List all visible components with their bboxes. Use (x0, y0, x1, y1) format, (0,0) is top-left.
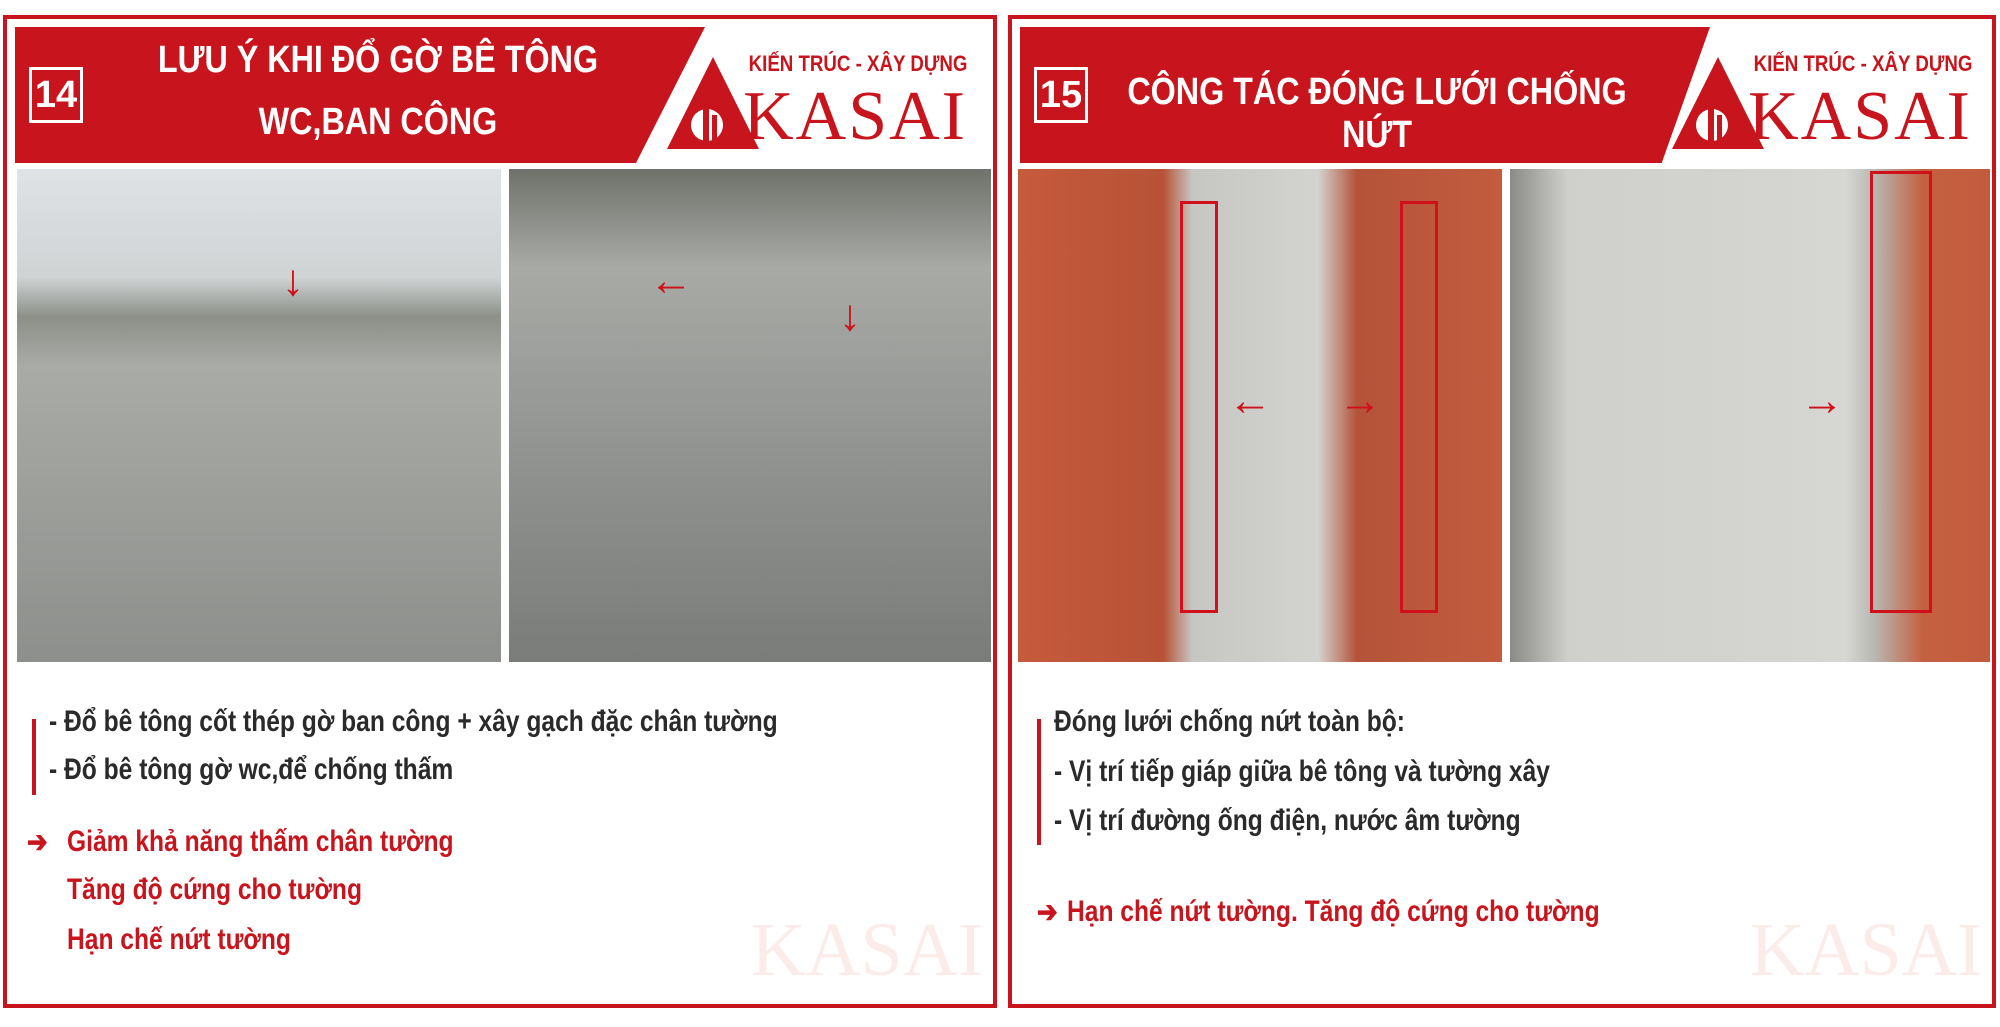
result-2: Tăng độ cứng cho tường (67, 873, 362, 906)
arrow-right-icon: → (1800, 376, 1844, 425)
result-1: Giảm khả năng thấm chân tường (67, 825, 454, 858)
bullet-2: - Vị trí đường ống điện, nước âm tường (1054, 804, 1521, 837)
bullet-1: - Đổ bê tông cốt thép gờ ban công + xây gạch đặc chân tường (49, 705, 778, 738)
kasai-logo (667, 37, 967, 157)
arrow-icon: ➔ (1037, 896, 1058, 929)
bullet-heading: Đóng lưới chống nứt toàn bộ: (1054, 705, 1405, 738)
photo-balcony-curb (17, 169, 501, 662)
logo-tagline: KIẾN TRÚC - XÂY DỰNG (748, 51, 967, 76)
watermark: KASAI (1749, 908, 1982, 992)
watermark: KASAI (750, 908, 983, 992)
photo-mesh-column (1018, 169, 1502, 662)
arrow-left-icon: ← (1228, 376, 1272, 425)
arrow-right-icon: → (1338, 376, 1382, 425)
panel-15 (1008, 15, 1996, 1008)
title: CÔNG TÁC ĐÓNG LƯỚI CHỐNG NỨT (1127, 71, 1627, 156)
highlight-box (1400, 201, 1438, 613)
arrow-icon: ➔ (27, 826, 48, 859)
accent-bar (32, 719, 36, 795)
arrow-left-icon: ← (649, 256, 693, 305)
title-line-2: WC,BAN CÔNG (258, 101, 498, 143)
logo-tagline: KIẾN TRÚC - XÂY DỰNG (1753, 51, 1972, 76)
photo-wc-curb (509, 169, 991, 662)
arrow-down-icon: ↓ (282, 256, 304, 305)
result: Hạn chế nứt tường. Tăng độ cứng cho tường (1067, 895, 1600, 928)
bullet-1: - Vị trí tiếp giáp giữa bê tông và tường xây (1054, 755, 1550, 788)
step-number: 15 (1034, 67, 1088, 123)
highlight-box (1180, 201, 1218, 613)
highlight-box (1870, 171, 1932, 613)
result-3: Hạn chế nứt tường (67, 923, 291, 956)
kasai-logo (1672, 37, 1972, 157)
logo-brand: KASAI (743, 78, 967, 155)
arrow-down-icon: ↓ (839, 291, 861, 340)
panel-14 (3, 15, 997, 1008)
bullet-2: - Đổ bê tông gờ wc,để chống thấm (49, 753, 454, 786)
step-number: 14 (29, 67, 83, 123)
accent-bar (1037, 719, 1041, 845)
title-line-1: LƯU Ý KHI ĐỔ GỜ BÊ TÔNG (157, 39, 599, 81)
photo-mesh-wall (1510, 169, 1990, 662)
logo-brand: KASAI (1748, 78, 1972, 155)
